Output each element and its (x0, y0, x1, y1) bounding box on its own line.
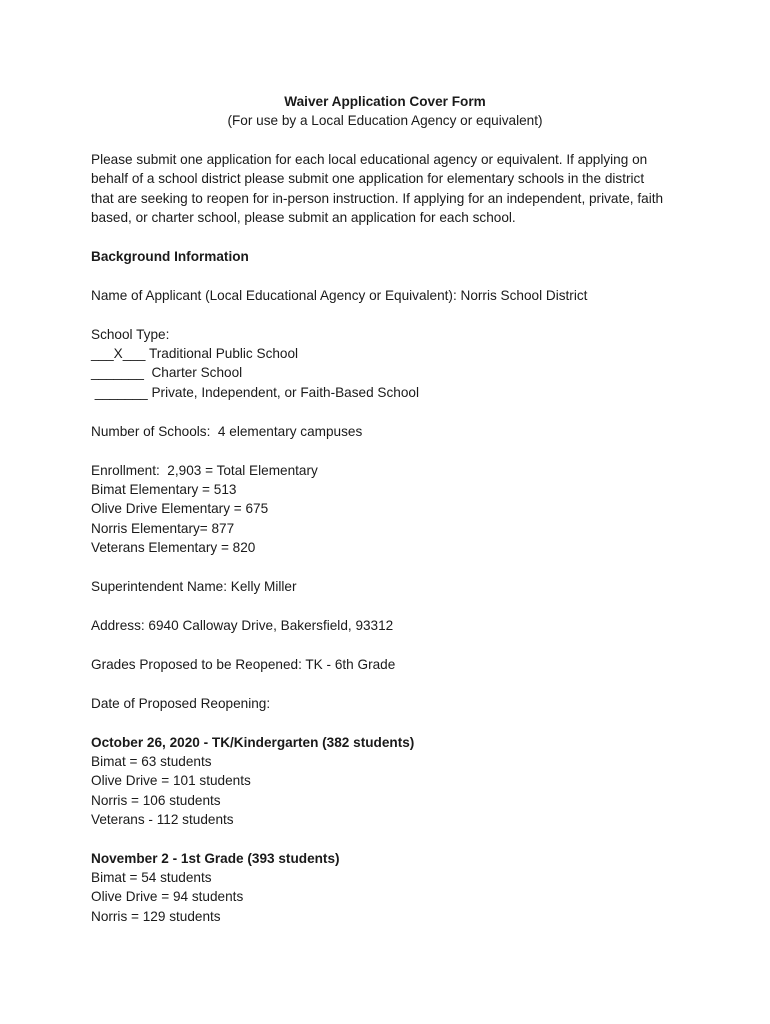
background-heading: Background Information (91, 249, 249, 264)
intro-line: that are seeking to reopen for in-person instruction. If applying for an independent, private, faith (91, 191, 664, 206)
intro-line: based, or charter school, please submit an application for each school. (91, 210, 516, 225)
form-title: Waiver Application Cover Form (284, 94, 486, 109)
phase1-item: Bimat = 63 students (91, 754, 212, 769)
applicant-name: Name of Applicant (Local Educational Agency or Equivalent): Norris School District (91, 288, 588, 303)
school-type-option: _______ Private, Independent, or Faith-Based School (91, 385, 419, 400)
phase2-heading: November 2 - 1st Grade (393 students) (91, 851, 340, 866)
intro-line: behalf of a school district please submit one application for elementary schools in the district (91, 171, 645, 186)
reopening-date-label: Date of Proposed Reopening: (91, 696, 271, 711)
enrollment-item: Veterans Elementary = 820 (91, 540, 256, 555)
form-subtitle: (For use by a Local Education Agency or equivalent) (227, 113, 543, 128)
intro-line: Please submit one application for each local educational agency or equivalent. If applying on (91, 152, 648, 167)
phase2-item: Norris = 129 students (91, 909, 221, 924)
phase1-item: Olive Drive = 101 students (91, 773, 251, 788)
enrollment-total: Enrollment: 2,903 = Total Elementary (91, 463, 318, 478)
superintendent-name: Superintendent Name: Kelly Miller (91, 579, 297, 594)
phase2-item: Bimat = 54 students (91, 870, 212, 885)
enrollment-item: Bimat Elementary = 513 (91, 482, 237, 497)
number-of-schools: Number of Schools: 4 elementary campuses (91, 424, 363, 439)
school-type-option: _______ Charter School (91, 365, 243, 380)
enrollment-item: Norris Elementary= 877 (91, 521, 235, 536)
school-type-option: ___X___ Traditional Public School (91, 346, 299, 361)
phase1-item: Norris = 106 students (91, 793, 221, 808)
phase2-item: Olive Drive = 94 students (91, 889, 244, 904)
phase1-heading: October 26, 2020 - TK/Kindergarten (382 students) (91, 735, 415, 750)
enrollment-item: Olive Drive Elementary = 675 (91, 501, 269, 516)
phase1-item: Veterans - 112 students (91, 812, 234, 827)
address: Address: 6940 Calloway Drive, Bakersfield, 93312 (91, 618, 394, 633)
grades-reopened: Grades Proposed to be Reopened: TK - 6th Grade (91, 657, 396, 672)
school-type-label: School Type: (91, 327, 170, 342)
